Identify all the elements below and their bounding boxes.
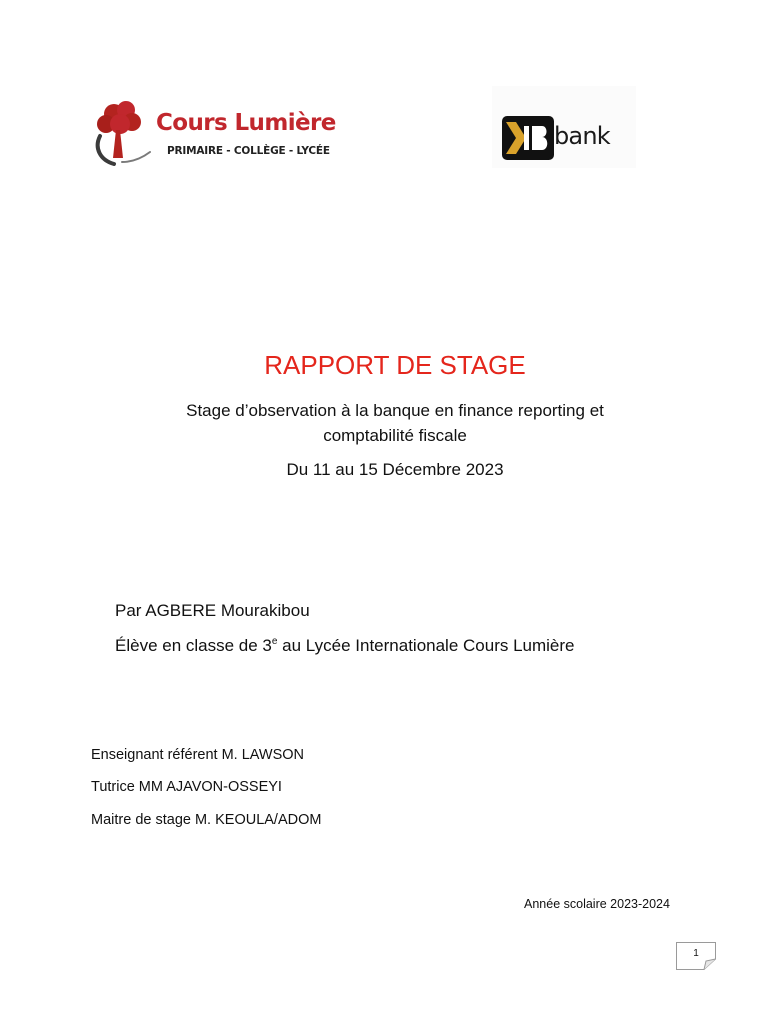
- report-title: RAPPORT DE STAGE: [264, 350, 526, 380]
- brand-name: Cours Lumière: [156, 110, 336, 136]
- ib-bank-logo: [492, 86, 636, 168]
- page-number-box: [676, 942, 716, 970]
- tree-logo-icon: [92, 100, 156, 166]
- internship-master: Maitre de stage M. KEOULA/ADOM: [91, 812, 322, 828]
- brand-tagline: PRIMAIRE - COLLÈGE - LYCÉE: [167, 145, 330, 157]
- report-subtitle: Stage d’observation à la banque en finance reporting et comptabilité fiscale: [186, 401, 604, 445]
- ib-bank-word: bank: [554, 122, 610, 150]
- student-class-suffix: au Lycée Internationale Cours Lumière: [277, 636, 575, 655]
- school-year: Année scolaire 2023-2024: [524, 897, 670, 911]
- tutor: Tutrice MM AJAVON-OSSEYI: [91, 779, 282, 795]
- student-class-prefix: Élève en classe de 3: [115, 636, 272, 655]
- cours-lumiere-logo: [92, 98, 336, 168]
- author-name: Par AGBERE Mourakibou: [115, 601, 310, 620]
- report-dates: Du 11 au 15 Décembre 2023: [286, 460, 504, 479]
- ib-bank-mark-icon: [502, 116, 554, 160]
- page-number: 1: [693, 948, 699, 959]
- student-class: [115, 636, 575, 656]
- student-class-sup: e: [271, 636, 278, 647]
- teacher-referent: Enseignant référent M. LAWSON: [91, 747, 305, 763]
